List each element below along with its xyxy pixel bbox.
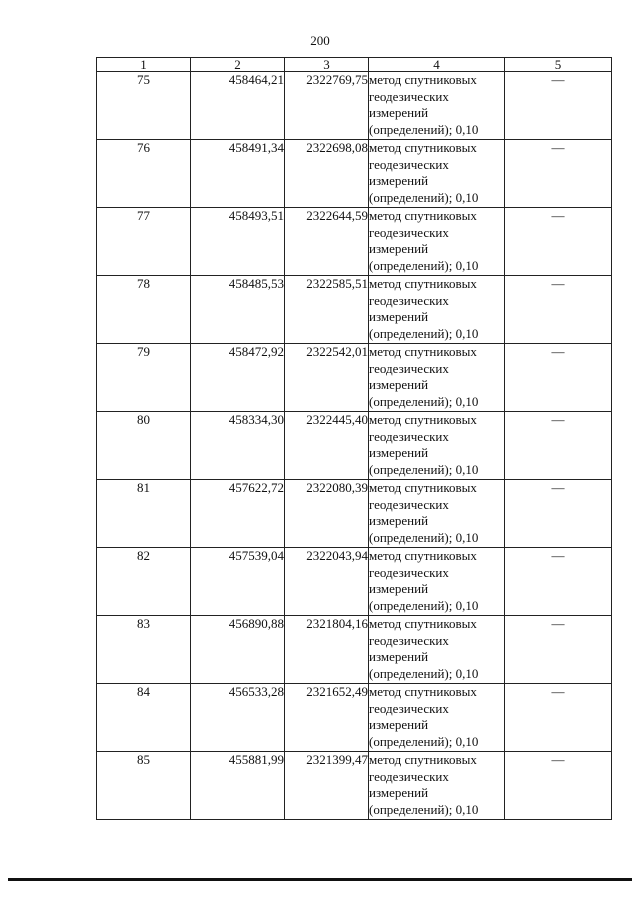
table-row <box>97 616 612 684</box>
method-line: геодезических <box>369 88 449 104</box>
method-cell <box>369 616 505 684</box>
x-coordinate-cell: 458491,34 <box>191 140 285 208</box>
method-line: геодезических <box>369 700 449 716</box>
column-header-note: 5 <box>505 58 612 72</box>
table-row <box>97 752 612 820</box>
table-row <box>97 412 612 480</box>
method-line: метод спутниковых <box>369 72 477 87</box>
point-number-cell: 77 <box>97 208 191 276</box>
y-coordinate-cell: 2321804,16 <box>285 616 369 684</box>
method-line: геодезических <box>369 632 449 648</box>
point-number-cell: 81 <box>97 480 191 548</box>
method-line: измерений <box>369 649 429 664</box>
method-line: метод спутниковых <box>369 412 477 427</box>
method-cell <box>369 752 505 820</box>
method-line: метод спутниковых <box>369 684 477 699</box>
method-line: метод спутниковых <box>369 480 477 495</box>
method-line: метод спутниковых <box>369 208 477 223</box>
method-line: (определений); 0,10 <box>369 801 479 817</box>
note-cell: — <box>505 276 612 344</box>
table-body <box>97 72 612 820</box>
method-line: измерений <box>369 241 429 256</box>
note-cell: — <box>505 344 612 412</box>
point-number-cell: 84 <box>97 684 191 752</box>
x-coordinate-cell: 458485,53 <box>191 276 285 344</box>
column-header-point: 1 <box>97 58 191 72</box>
method-line: (определений); 0,10 <box>369 665 479 681</box>
table-row <box>97 344 612 412</box>
method-cell <box>369 72 505 140</box>
point-number-cell: 83 <box>97 616 191 684</box>
point-number-cell: 76 <box>97 140 191 208</box>
page-number: 200 <box>310 33 330 48</box>
x-coordinate-cell: 458464,21 <box>191 72 285 140</box>
y-coordinate-cell: 2322080,39 <box>285 480 369 548</box>
method-line: метод спутниковых <box>369 752 477 767</box>
y-coordinate-cell: 2322769,75 <box>285 72 369 140</box>
method-line: измерений <box>369 105 429 120</box>
point-number-cell: 80 <box>97 412 191 480</box>
point-number-cell: 78 <box>97 276 191 344</box>
table-row <box>97 276 612 344</box>
note-cell: — <box>505 684 612 752</box>
method-cell <box>369 276 505 344</box>
method-line: (определений); 0,10 <box>369 121 479 137</box>
column-header-y: 3 <box>285 58 369 72</box>
method-line: измерений <box>369 581 429 596</box>
x-coordinate-cell: 457539,04 <box>191 548 285 616</box>
column-header-x: 2 <box>191 58 285 72</box>
x-coordinate-cell: 456890,88 <box>191 616 285 684</box>
bottom-rule <box>8 878 632 881</box>
table-header <box>97 58 612 72</box>
method-line: геодезических <box>369 428 449 444</box>
method-line: метод спутниковых <box>369 140 477 155</box>
note-cell: — <box>505 412 612 480</box>
method-line: (определений); 0,10 <box>369 529 479 545</box>
method-line: геодезических <box>369 156 449 172</box>
note-cell: — <box>505 208 612 276</box>
method-line: метод спутниковых <box>369 344 477 359</box>
note-cell: — <box>505 72 612 140</box>
x-coordinate-cell: 458472,92 <box>191 344 285 412</box>
method-line: (определений); 0,10 <box>369 257 479 273</box>
coordinates-table <box>96 57 612 820</box>
method-line: измерений <box>369 785 429 800</box>
method-line: геодезических <box>369 224 449 240</box>
method-line: (определений); 0,10 <box>369 461 479 477</box>
method-cell <box>369 208 505 276</box>
header-row <box>97 58 612 72</box>
note-cell: — <box>505 140 612 208</box>
method-line: метод спутниковых <box>369 276 477 291</box>
method-line: геодезических <box>369 768 449 784</box>
method-line: измерений <box>369 513 429 528</box>
table-row <box>97 548 612 616</box>
method-line: (определений); 0,10 <box>369 189 479 205</box>
method-cell <box>369 412 505 480</box>
method-line: измерений <box>369 309 429 324</box>
x-coordinate-cell: 457622,72 <box>191 480 285 548</box>
table-row <box>97 684 612 752</box>
method-cell <box>369 344 505 412</box>
method-line: геодезических <box>369 292 449 308</box>
y-coordinate-cell: 2322698,08 <box>285 140 369 208</box>
x-coordinate-cell: 455881,99 <box>191 752 285 820</box>
method-line: геодезических <box>369 564 449 580</box>
method-line: метод спутниковых <box>369 616 477 631</box>
point-number-cell: 82 <box>97 548 191 616</box>
method-line: (определений); 0,10 <box>369 597 479 613</box>
y-coordinate-cell: 2322585,51 <box>285 276 369 344</box>
note-cell: — <box>505 548 612 616</box>
method-line: (определений); 0,10 <box>369 733 479 749</box>
y-coordinate-cell: 2322043,94 <box>285 548 369 616</box>
method-cell <box>369 548 505 616</box>
method-line: геодезических <box>369 360 449 376</box>
column-header-method: 4 <box>369 58 505 72</box>
point-number-cell: 85 <box>97 752 191 820</box>
method-cell <box>369 140 505 208</box>
x-coordinate-cell: 456533,28 <box>191 684 285 752</box>
y-coordinate-cell: 2322644,59 <box>285 208 369 276</box>
method-line: измерений <box>369 717 429 732</box>
table-row <box>97 72 612 140</box>
note-cell: — <box>505 752 612 820</box>
x-coordinate-cell: 458493,51 <box>191 208 285 276</box>
y-coordinate-cell: 2321399,47 <box>285 752 369 820</box>
table-row <box>97 208 612 276</box>
method-line: метод спутниковых <box>369 548 477 563</box>
method-line: (определений); 0,10 <box>369 393 479 409</box>
method-cell <box>369 684 505 752</box>
method-line: измерений <box>369 377 429 392</box>
method-line: геодезических <box>369 496 449 512</box>
x-coordinate-cell: 458334,30 <box>191 412 285 480</box>
y-coordinate-cell: 2322445,40 <box>285 412 369 480</box>
note-cell: — <box>505 480 612 548</box>
method-cell <box>369 480 505 548</box>
y-coordinate-cell: 2322542,01 <box>285 344 369 412</box>
table-row <box>97 480 612 548</box>
y-coordinate-cell: 2321652,49 <box>285 684 369 752</box>
table-row <box>97 140 612 208</box>
point-number-cell: 79 <box>97 344 191 412</box>
method-line: измерений <box>369 173 429 188</box>
method-line: измерений <box>369 445 429 460</box>
point-number-cell: 75 <box>97 72 191 140</box>
note-cell: — <box>505 616 612 684</box>
method-line: (определений); 0,10 <box>369 325 479 341</box>
